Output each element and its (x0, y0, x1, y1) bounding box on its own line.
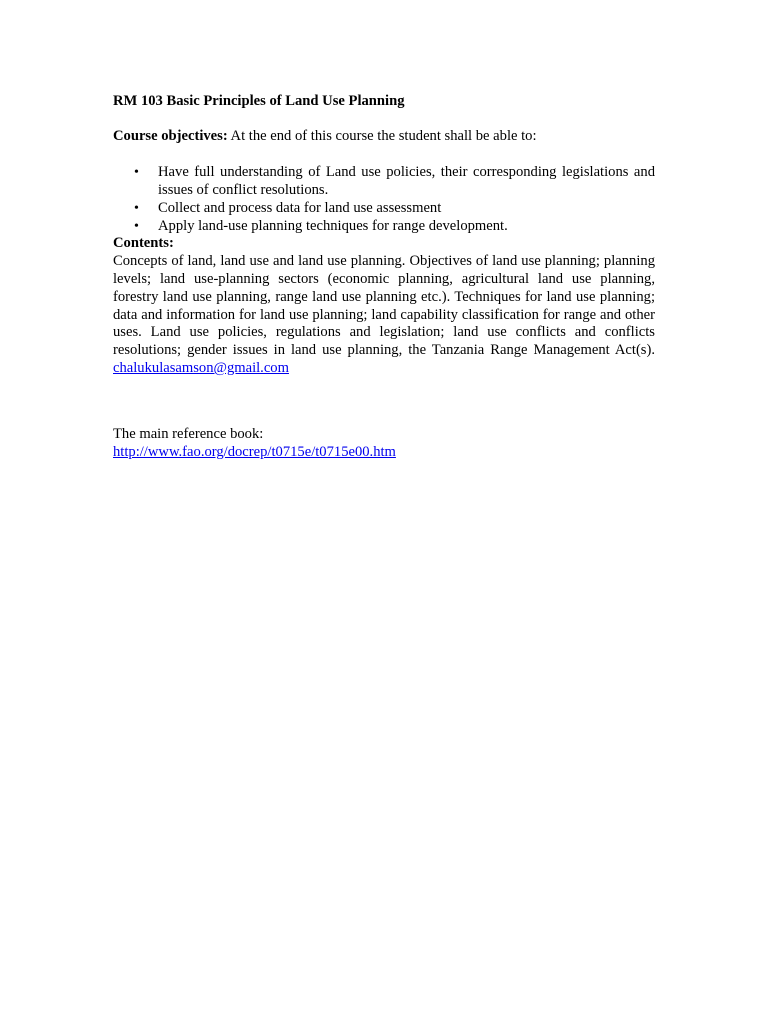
email-link[interactable]: chalukulasamson@gmail.com (113, 359, 289, 376)
bullet-icon: • (134, 165, 139, 181)
contents-paragraph (113, 253, 655, 378)
course-objectives (113, 128, 655, 146)
objectives-list (113, 164, 655, 235)
reference-link[interactable]: http://www.fao.org/docrep/t0715e/t0715e00.htm (113, 443, 396, 460)
objectives-intro: At the end of this course the student shall be able to: (227, 128, 537, 145)
objective-text: Collect and process data for land use assessment (158, 199, 442, 216)
bullet-icon: • (134, 200, 139, 216)
objectives-label: Course objectives: (113, 128, 228, 145)
list-item (134, 199, 655, 218)
reference-paragraph (113, 444, 655, 462)
objective-text: Have full understanding of Land use policies, their corresponding legislations and issues of conflict resolutions. (158, 164, 655, 198)
contents-heading: Contents: (113, 235, 174, 252)
list-item (134, 217, 655, 236)
list-item (134, 164, 655, 200)
document-page (113, 93, 655, 461)
contents-text: Concepts of land, land use and land use planning. Objectives of land use planning; planning levels; land use-planning sectors (economic planning, agricultural land use planning, forestry land use planning, range land use planning etc.). Techniques for land use planning; data and information for land use planning; land capability classification for range and other uses. Land use policies, regulations and legislation; land use conflicts and conflicts resolutions; gender issues in land use planning, the Tanzania Range Management Act(s). (113, 253, 655, 359)
reference-label: The main reference book: (113, 425, 264, 442)
course-title: RM 103 Basic Principles of Land Use Planning (113, 93, 405, 109)
bullet-icon: • (134, 218, 139, 234)
objective-text: Apply land-use planning techniques for range development. (158, 217, 508, 234)
